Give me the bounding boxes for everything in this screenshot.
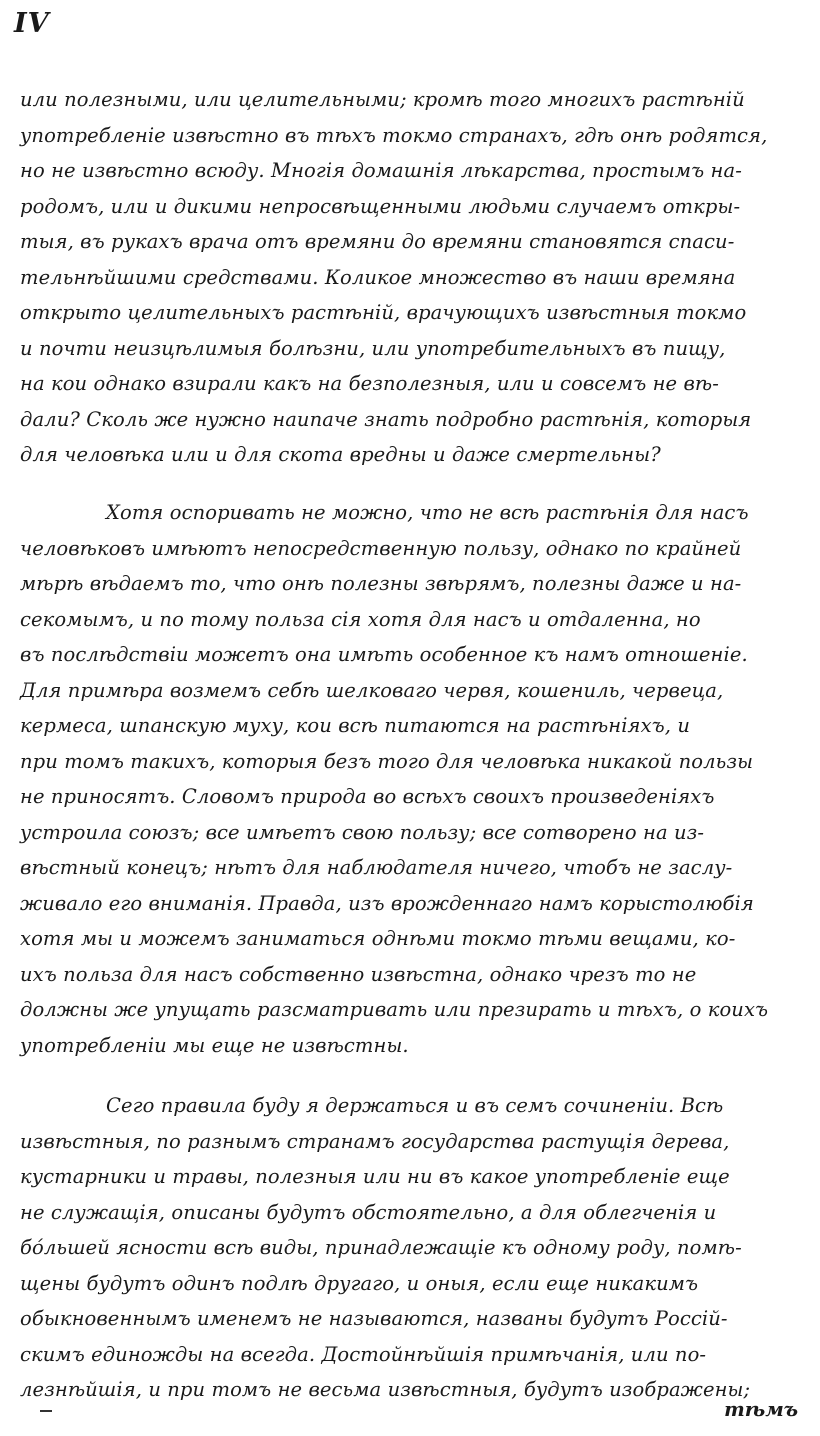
footer-mark	[40, 1410, 52, 1412]
text-line: человѣковъ имѣютъ непосредственную пользу, однако по крайней	[20, 536, 742, 560]
text-line: обыкновеннымъ именемъ не называются, названы будутъ Россій-	[20, 1307, 728, 1330]
text-line: употребленіи мы еще не извѣстны.	[20, 1033, 409, 1057]
text-line: дали? Сколь же нужно наипаче знать подробно растѣнія, которыя	[20, 407, 752, 431]
paragraph-3	[20, 1088, 800, 1408]
text-line: хотя мы и можемъ заниматься однѣми токмо тѣми вещами, ко-	[20, 927, 736, 950]
text-line: извѣстныя, по разнымъ странамъ государства растущія дерева,	[20, 1129, 730, 1153]
text-line: тельнѣйшими средствами. Коликое множество въ наши времяна	[20, 265, 736, 289]
text-line: употребленіе извѣстно въ тѣхъ токмо странахъ, гдѣ онѣ родятся,	[20, 123, 768, 147]
catchword: тѣмъ	[724, 1398, 798, 1421]
text-line: въ послѣдствіи можетъ она имѣть особенное къ намъ отношеніе.	[20, 643, 748, 666]
text-line: Сего правила буду я держаться и въ семъ сочиненіи. Всѣ	[106, 1094, 724, 1117]
page-number: IV	[14, 8, 50, 39]
text-line: или полезными, или целительными; кромѣ того многихъ растѣній	[20, 88, 745, 111]
text-line: должны же упущать разсматривать или презирать и тѣхъ, о коихъ	[20, 998, 769, 1021]
paragraph-2	[20, 495, 800, 1063]
text-line: кермеса, шпанскую муху, кои всѣ питаются на растѣніяхъ, и	[20, 714, 691, 737]
text-line: бо́льшей ясности всѣ виды, принадлежащіе къ одному роду, помѣ-	[20, 1236, 742, 1259]
paragraph-1	[20, 82, 800, 473]
text-line: устроила союзъ; все имѣетъ свою пользу; все сотворено на из-	[20, 820, 705, 844]
text-line: не приносятъ. Словомъ природа во всѣхъ своихъ произведеніяхъ	[20, 785, 715, 808]
text-line: секомымъ, и по тому польза сія хотя для насъ и отдаленна, но	[20, 607, 701, 631]
text-line: при томъ такихъ, которыя безъ того для человѣка никакой пользы	[20, 749, 754, 773]
text-line: но не извѣстно всюду. Многія домашнія лѣкарства, простымъ на-	[20, 159, 742, 182]
text-line: скимъ единожды на всегда. Достойнѣйшія примѣчанія, или по-	[20, 1342, 707, 1366]
text-line: вѣстный конецъ; нѣтъ для наблюдателя ничего, чтобъ не заслу-	[20, 856, 733, 879]
text-line: кустарники и травы, полезныя или ни въ какое употребленіе еще	[20, 1165, 730, 1188]
text-line: ихъ польза для насъ собственно извѣстна, однако чрезъ то не	[20, 962, 697, 986]
text-line: лезнѣйшія, и при томъ не весьма извѣстныя, будутъ изображены;	[20, 1378, 751, 1401]
text-line: на кои однако взирали какъ на безполезныя, или и совсемъ не вѣ-	[20, 372, 719, 395]
text-line: Хотя оспоривать не можно, что не всѣ растѣнія для насъ	[106, 501, 749, 524]
text-line: Для примѣра возмемъ себѣ шелковаго червя, кошениль, червеца,	[20, 678, 724, 702]
text-line: мѣрѣ вѣдаемъ то, что онѣ полезны звѣрямъ, полезны даже и на-	[20, 572, 742, 595]
text-line: и почти неизцѣлимыя болѣзни, или употребительныхъ въ пищу,	[20, 336, 726, 360]
text-line: живало его вниманія. Правда, изъ врожденнаго намъ корыстолюбія	[20, 891, 754, 915]
text-line: открыто целительныхъ растѣній, врачующихъ извѣстныя токмо	[20, 301, 747, 324]
text-line: тыя, въ рукахъ врача отъ времяни до времяни становятся спаси-	[20, 230, 735, 253]
text-line: для человѣка или и для скота вредны и даже смертельны?	[20, 443, 661, 466]
text-line: родомъ, или и дикими непросвѣщенными людьми случаемъ откры-	[20, 194, 741, 218]
text-line: не служащія, описаны будутъ обстоятельно, а для облегченія и	[20, 1200, 717, 1224]
text-line: щены будутъ одинъ подлѣ другаго, и оныя, если еще никакимъ	[20, 1271, 699, 1295]
